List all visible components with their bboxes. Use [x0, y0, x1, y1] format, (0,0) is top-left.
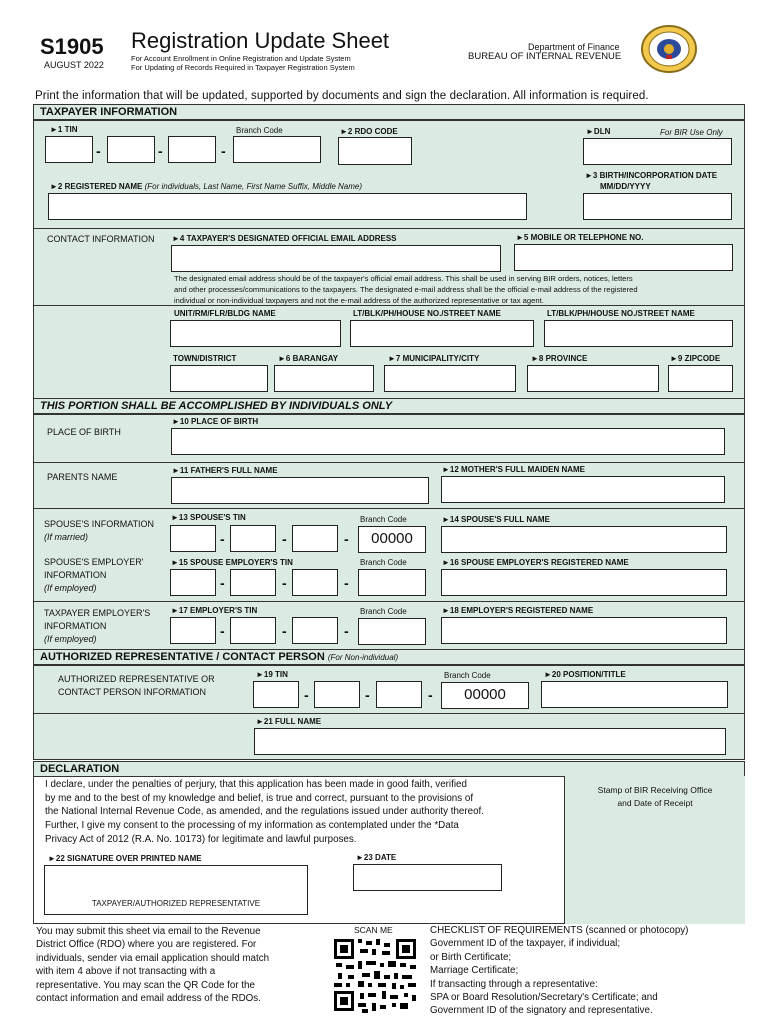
- submission-instructions: You may submit this sheet via email to the Revenue District Office (RDO) where you are registered. For individuals, sender via email application should match with item 4 above if not transacting with a representative. You may scan the QR Code for the contact information and email address of the RDOs.: [36, 926, 270, 1005]
- date-label: ►23 DATE: [356, 853, 397, 862]
- representative-section-hint: (For Non-individual): [327, 653, 399, 662]
- lot-label-1: LT/BLK/PH/HOUSE NO./STREET NAME: [353, 309, 501, 318]
- bir-seal-logo: [640, 24, 698, 74]
- barangay-field[interactable]: [274, 365, 374, 392]
- spouse-employer-tin-field-3[interactable]: [292, 569, 338, 596]
- requirements-checklist: [430, 924, 688, 1018]
- dash: -: [344, 531, 349, 547]
- checklist-item: SPA or Board Resolution/Secretary's Certificate; and: [430, 992, 658, 1004]
- dash: -: [428, 687, 433, 703]
- barangay-label: ►6 BARANGAY: [278, 354, 339, 363]
- rep-tin-field-2[interactable]: [314, 681, 360, 708]
- zipcode-label: ►9 ZIPCODE: [670, 354, 721, 363]
- employer-tin-field-2[interactable]: [230, 617, 276, 644]
- individuals-section-title: THIS PORTION SHALL BE ACCOMPLISHED BY INDIVIDUALS ONLY: [40, 400, 393, 412]
- place-of-birth-field[interactable]: [171, 428, 725, 455]
- employer-tin-label: ►17 EMPLOYER'S TIN: [171, 606, 258, 615]
- form-title: Registration Update Sheet: [131, 28, 390, 53]
- bir-use-label: For BIR Use Only: [660, 128, 723, 137]
- checklist-title: CHECKLIST OF REQUIREMENTS (scanned or photocopy): [430, 925, 689, 936]
- divider: [33, 508, 745, 509]
- signature-caption: TAXPAYER/AUTHORIZED REPRESENTATIVE: [91, 899, 261, 908]
- branch-code-label: Branch Code: [360, 515, 407, 524]
- branch-code-label: Branch Code: [360, 607, 407, 616]
- unit-label: UNIT/RM/FLR/BLDG NAME: [174, 309, 276, 318]
- birth-date-label: ►3 BIRTH/INCORPORATION DATE: [585, 171, 718, 180]
- instruction-text: Print the information that will be updated, supported by documents and sign the declaration. All information is required.: [35, 90, 649, 102]
- spouse-employer-name-label: ►16 SPOUSE EMPLOYER'S REGISTERED NAME: [442, 558, 629, 567]
- representative-section-header: [33, 649, 745, 665]
- scan-me-label: SCAN ME: [354, 925, 393, 935]
- spouse-employer-name-field[interactable]: [441, 569, 727, 596]
- branch-code-label: Branch Code: [360, 558, 407, 567]
- spouse-employer-tin-label: ►15 SPOUSE EMPLOYER'S TIN: [171, 558, 293, 567]
- rep-tin-label: ►19 TIN: [256, 670, 288, 679]
- form-code: S1905: [40, 34, 104, 59]
- dash: -: [220, 531, 225, 547]
- checklist-item: Marriage Certificate;: [430, 965, 519, 977]
- taxpayer-employer-side-label: TAXPAYER EMPLOYER'S INFORMATION (If employed): [44, 608, 151, 644]
- declaration-text: I declare, under the penalties of perjury, that this application has been made in good faith, verified by me and to the best of my knowledge and belief, is true and correct, pursuant to the provisions of the National Internal Revenue Code, as amended, and the regulations issued under authority thereof. Further, I give my consent to the processing of my information as contemplated under the *Data Privacy Act of 2012 (R.A. No. 10173) for legitimate and lawful purposes.: [45, 779, 484, 845]
- spouse-employer-side-label: SPOUSE'S EMPLOYER' INFORMATION (If employed): [44, 557, 144, 593]
- divider: [33, 462, 745, 463]
- spouse-employer-tin-field-1[interactable]: [170, 569, 216, 596]
- place-of-birth-label: ►10 PLACE OF BIRTH: [172, 417, 259, 426]
- dash: -: [158, 143, 163, 159]
- individuals-section-header: [33, 398, 745, 414]
- lot-field-1[interactable]: [350, 320, 534, 347]
- spouse-tin-field-2[interactable]: [230, 525, 276, 552]
- lot-field-2[interactable]: [544, 320, 733, 347]
- employer-branch-field[interactable]: [358, 618, 426, 645]
- dln-field[interactable]: [583, 138, 732, 165]
- tin-field-1[interactable]: [45, 136, 93, 163]
- date-field[interactable]: [353, 864, 502, 891]
- checklist-item: Government ID of the taxpayer, if individual;: [430, 938, 621, 950]
- branch-code-label: Branch Code: [444, 671, 491, 680]
- spouse-tin-field-3[interactable]: [292, 525, 338, 552]
- mother-label: ►12 MOTHER'S FULL MAIDEN NAME: [442, 465, 586, 474]
- signature-label: ►22 SIGNATURE OVER PRINTED NAME: [48, 854, 202, 863]
- spouse-branch-code-field[interactable]: 00000: [358, 526, 426, 553]
- tin-field-3[interactable]: [168, 136, 216, 163]
- parents-side-label: PARENTS NAME: [47, 472, 118, 482]
- taxpayer-section-title: TAXPAYER INFORMATION: [40, 106, 178, 118]
- father-field[interactable]: [171, 477, 429, 504]
- dln-label: ►DLN: [586, 127, 611, 136]
- qr-code-icon[interactable]: [332, 937, 418, 1013]
- spouse-tin-label: ►13 SPOUSE'S TIN: [171, 513, 246, 522]
- municipality-label: ►7 MUNICIPALITY/CITY: [388, 354, 480, 363]
- declaration-section-header: [33, 761, 745, 777]
- divider: [33, 601, 745, 602]
- dash: -: [282, 531, 287, 547]
- spouse-employer-tin-field-2[interactable]: [230, 569, 276, 596]
- rep-tin-field-1[interactable]: [253, 681, 299, 708]
- spouse-name-field[interactable]: [441, 526, 727, 553]
- lot-label-2: LT/BLK/PH/HOUSE NO./STREET NAME: [547, 309, 695, 318]
- zipcode-field[interactable]: [668, 365, 733, 392]
- branch-code-label: Branch Code: [236, 126, 283, 135]
- contact-info-label: CONTACT INFORMATION: [47, 234, 155, 244]
- checklist-item: or Birth Certificate;: [430, 951, 512, 963]
- dash: -: [304, 687, 309, 703]
- province-label: ►8 PROVINCE: [531, 354, 588, 363]
- dash: -: [220, 623, 225, 639]
- representative-side-label: AUTHORIZED REPRESENTATIVE OR CONTACT PERSON INFORMATION: [58, 674, 215, 697]
- divider: [33, 713, 745, 714]
- bureau-name: BUREAU OF INTERNAL REVENUE: [468, 51, 622, 62]
- rep-fullname-field[interactable]: [254, 728, 726, 755]
- checklist-item: If transacting through a representative:: [430, 978, 598, 990]
- rdo-field[interactable]: [338, 137, 412, 165]
- spouse-tin-field-1[interactable]: [170, 525, 216, 552]
- tin-label: ►1 TIN: [50, 125, 78, 134]
- rdo-label: ►2 RDO CODE: [340, 127, 398, 136]
- declaration-section-title: DECLARATION: [40, 763, 120, 775]
- dash: -: [344, 575, 349, 591]
- place-of-birth-side-label: PLACE OF BIRTH: [47, 427, 121, 437]
- birth-date-format: MM/DD/YYYY: [600, 182, 651, 191]
- email-field[interactable]: [171, 245, 501, 272]
- email-label: ►4 TAXPAYER'S DESIGNATED OFFICIAL EMAIL ADDRESS: [172, 234, 397, 243]
- position-field[interactable]: [541, 681, 728, 708]
- town-label: TOWN/DISTRICT: [173, 354, 237, 363]
- stamp-label: Stamp of BIR Receiving Office and Date of Receipt: [597, 785, 713, 808]
- rep-branch-code-field[interactable]: 00000: [441, 682, 529, 709]
- municipality-field[interactable]: [384, 365, 516, 392]
- divider: [33, 228, 745, 229]
- spouse-name-label: ►14 SPOUSE'S FULL NAME: [442, 515, 550, 524]
- employer-tin-field-3[interactable]: [292, 617, 338, 644]
- form-subtitle-1: For Account Enrollment in Online Registration and Update System: [131, 54, 351, 63]
- phone-field[interactable]: [514, 244, 733, 271]
- email-note: The designated email address should be of the taxpayer's official email address. This shall be used in serving BIR orders, notices, letters and other processes/communications to the taxpayers. The designated e-mail address shall be the official e-mail address of the registered individual or non-individual taxpayers and not the e-mail address of the authorized representative or tax agent.: [174, 274, 638, 305]
- registered-name-field[interactable]: [48, 193, 527, 220]
- rep-tin-field-3[interactable]: [376, 681, 422, 708]
- dash: -: [96, 143, 101, 159]
- father-label: ►11 FATHER'S FULL NAME: [172, 466, 278, 475]
- rep-fullname-label: ►21 FULL NAME: [256, 717, 322, 726]
- tin-field-2[interactable]: [107, 136, 155, 163]
- dash: -: [220, 575, 225, 591]
- employer-name-field[interactable]: [441, 617, 727, 644]
- registered-name-label: ►2 REGISTERED NAME (For individuals, Last Name, First Name Suffix, Middle Name): [50, 182, 363, 191]
- spouse-employer-branch-field[interactable]: [358, 569, 426, 596]
- branch-code-field[interactable]: [233, 136, 321, 163]
- department-name: Department of Finance: [528, 42, 620, 52]
- checklist-item: Government ID of the signatory and representative.: [430, 1005, 653, 1017]
- birth-date-field[interactable]: [583, 193, 732, 220]
- form-subtitle-2: For Updating of Records Required in Taxpayer Registration System: [131, 63, 355, 72]
- dash: -: [344, 623, 349, 639]
- unit-field[interactable]: [170, 320, 341, 347]
- phone-label: ►5 MOBILE OR TELEPHONE NO.: [516, 233, 644, 242]
- province-field[interactable]: [527, 365, 659, 392]
- taxpayer-section-header: [33, 104, 745, 120]
- town-field[interactable]: [170, 365, 268, 392]
- employer-tin-field-1[interactable]: [170, 617, 216, 644]
- mother-field[interactable]: [441, 476, 725, 503]
- employer-name-label: ►18 EMPLOYER'S REGISTERED NAME: [442, 606, 594, 615]
- dash: -: [282, 575, 287, 591]
- dash: -: [282, 623, 287, 639]
- spouse-side-label: SPOUSE'S INFORMATION (If married): [44, 519, 155, 542]
- representative-section-title: AUTHORIZED REPRESENTATIVE / CONTACT PERSON: [40, 651, 325, 663]
- form-date: AUGUST 2022: [44, 60, 104, 70]
- dash: -: [221, 143, 226, 159]
- position-label: ►20 POSITION/TITLE: [544, 670, 626, 679]
- dash: -: [365, 687, 370, 703]
